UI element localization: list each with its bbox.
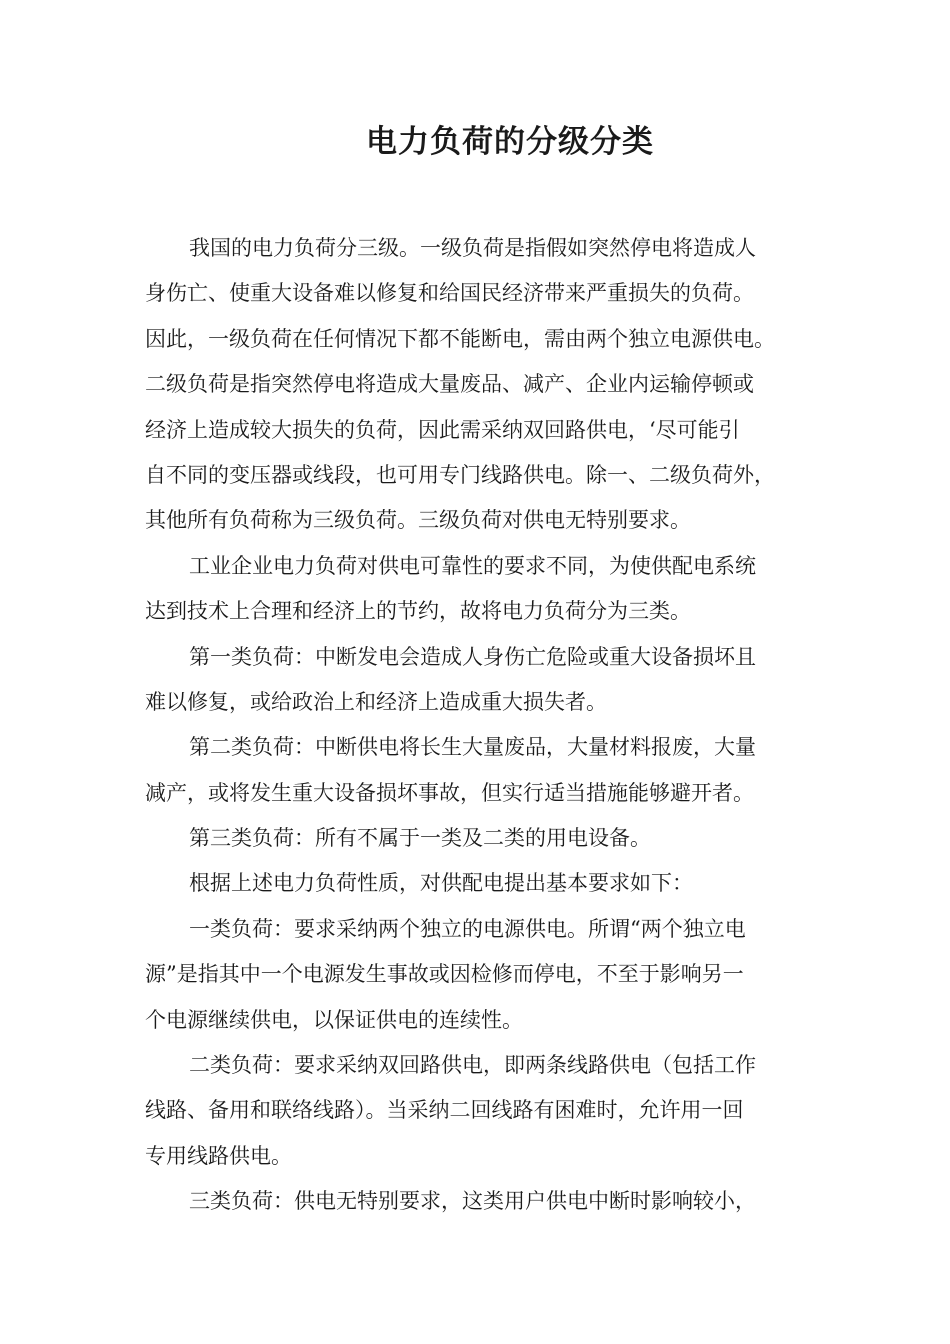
text-line: 身伤亡、使重大设备难以修复和给国民经济带来严重损失的负荷。 xyxy=(145,281,754,306)
text-line: 达到技术上合理和经济上的节约，故将电力负荷分为三类。 xyxy=(145,599,691,624)
text-line: 根据上述电力负荷性质，对供配电提出基本要求如下： xyxy=(189,871,693,896)
document-body xyxy=(145,226,825,1225)
text-line: 第一类负荷：中断发电会造成人身伤亡危险或重大设备损坏且 xyxy=(189,644,756,669)
text-line: 我国的电力负荷分三级。一级负荷是指假如突然停电将造成人 xyxy=(189,236,756,260)
text-line: 经济上造成较大损失的负荷，因此需采纳双回路供电，‘尽可能引 xyxy=(145,417,740,442)
text-line: 因此，一级负荷在任何情况下都不能断电，需由两个独立电源供电。 xyxy=(145,326,775,351)
text-line: 第三类负荷：所有不属于一类及二类的用电设备。 xyxy=(189,826,651,851)
text-line: 二级负荷是指突然停电将造成大量废品、减产、企业内运输停顿或 xyxy=(145,372,754,397)
text-line: 难以修复，或给政治上和经济上造成重大损失者。 xyxy=(145,689,607,714)
text-line: 源”是指其中一个电源发生事故或因检修而停电，不至于影响另一 xyxy=(145,962,744,987)
text-line: 其他所有负荷称为三级负荷。三级负荷对供电无特别要求。 xyxy=(145,508,691,533)
text-line: 自不同的变压器或线段，也可用专门线路供电。除一、二级负荷外， xyxy=(145,462,775,487)
text-line: 一类负荷：要求采纳两个独立的电源供电。所谓“两个独立电 xyxy=(189,916,746,941)
text-line: 个电源继续供电，以保证供电的连续性。 xyxy=(145,1007,523,1032)
text-line: 二类负荷：要求采纳双回路供电，即两条线路供电（包括工作 xyxy=(189,1053,756,1078)
text-line: 三类负荷：供电无特别要求，这类用户供电中断时影响较小， xyxy=(189,1189,756,1214)
text-line: 线路、备用和联络线路）。当采纳二回线路有困难时，允许用一回 xyxy=(145,1098,744,1123)
text-line: 减产，或将发生重大设备损坏事故，但实行适当措施能够避开者。 xyxy=(145,780,754,805)
text-line: 专用线路供电。 xyxy=(145,1143,292,1168)
document-title: 电力负荷的分级分类 xyxy=(366,124,654,160)
text-line: 工业企业电力负荷对供电可靠性的要求不同，为使供配电系统 xyxy=(189,553,756,578)
text-line: 第二类负荷：中断供电将长生大量废品，大量材料报废，大量 xyxy=(189,735,756,760)
